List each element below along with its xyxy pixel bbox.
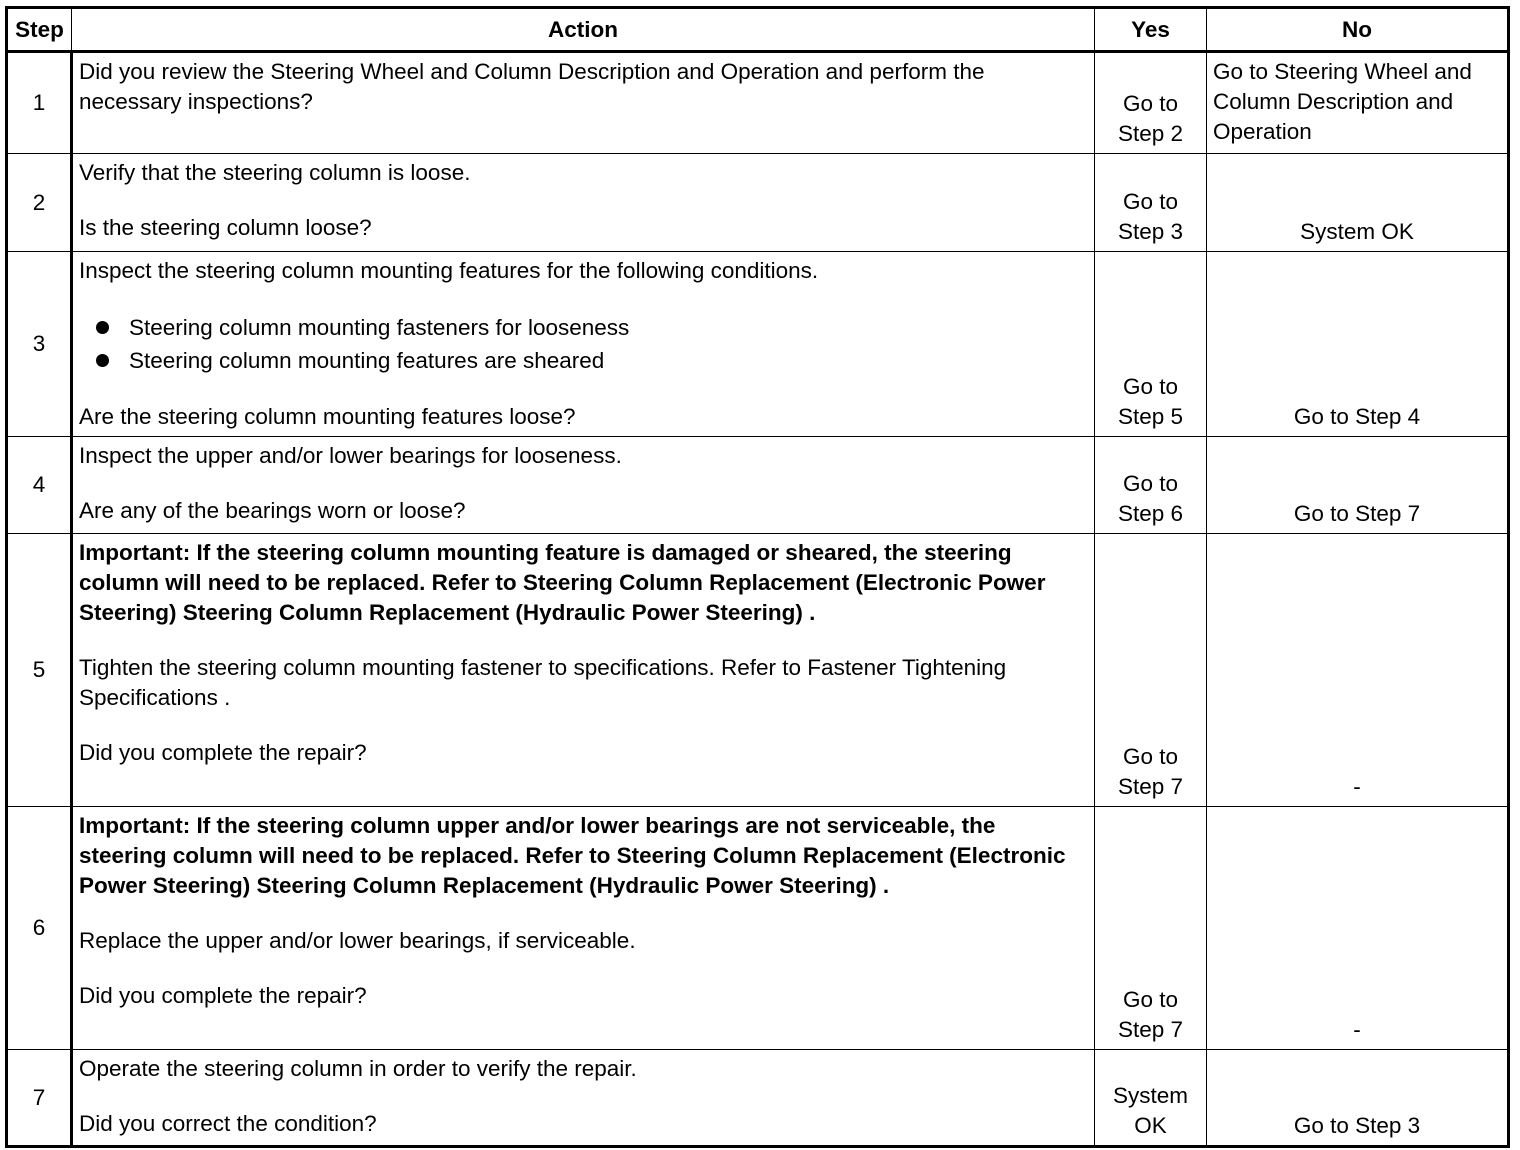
yes-text-line2: Step 2: [1117, 121, 1184, 146]
header-yes: Yes: [1095, 8, 1207, 52]
bullet-icon: [96, 354, 109, 367]
no-cell: System OK: [1207, 154, 1509, 252]
no-cell: -: [1207, 807, 1509, 1050]
table-row-step-2: [7, 154, 1509, 252]
table-row-step-1: [7, 52, 1509, 154]
action-question: Did you complete the repair?: [79, 983, 367, 1008]
yes-cell: [1095, 807, 1207, 1050]
action-cell: [72, 154, 1095, 252]
yes-cell: [1095, 1050, 1207, 1147]
diagnostic-table: [5, 6, 1510, 1148]
list-item: [79, 344, 1086, 377]
no-cell: -: [1207, 534, 1509, 807]
action-question: Is the steering column loose?: [79, 215, 372, 240]
yes-cell: [1095, 534, 1207, 807]
yes-text-line2: Step 5: [1117, 404, 1184, 429]
action-question: Are the steering column mounting features loose?: [79, 404, 576, 429]
condition-list: [79, 311, 1086, 377]
list-item: [79, 311, 1086, 344]
step-number: 4: [7, 437, 72, 534]
yes-text-line2: Step 7: [1117, 774, 1184, 799]
yes-text-line2: Step 3: [1117, 219, 1184, 244]
table-row-step-4: [7, 437, 1509, 534]
action-text: Inspect the steering column mounting features for the following conditions.: [79, 258, 819, 283]
yes-text-line1: Go to: [1122, 374, 1179, 399]
action-text: Verify that the steering column is loose.: [79, 160, 471, 185]
action-cell: [72, 437, 1095, 534]
yes-cell: [1095, 437, 1207, 534]
header-no: No: [1207, 8, 1509, 52]
header-row: [7, 8, 1509, 52]
action-cell: [72, 52, 1095, 154]
yes-text-line1: Go to: [1122, 744, 1179, 769]
action-cell: [72, 252, 1095, 437]
yes-text-line1: Go to: [1122, 471, 1179, 496]
step-number: 1: [7, 52, 72, 154]
yes-cell: [1095, 252, 1207, 437]
yes-cell: [1095, 154, 1207, 252]
table-row-step-5: [7, 534, 1509, 807]
action-cell: [72, 1050, 1095, 1147]
table-row-step-6: [7, 807, 1509, 1050]
important-note: Important: If the steering column upper and/or lower bearings are not serviceable, the steering column will need to be replaced. Refer to Steering Column Replacement (Electronic Power Steering) Steering Column Replacement (Hydraulic Power Steering) .: [79, 813, 1066, 898]
action-cell: [72, 534, 1095, 807]
yes-text-line2: Step 7: [1117, 1017, 1184, 1042]
step-number: 2: [7, 154, 72, 252]
yes-text-line2: Step 6: [1117, 501, 1184, 526]
yes-text-line1: Go to: [1122, 189, 1179, 214]
yes-text-line2: OK: [1134, 1113, 1167, 1138]
action-text: Inspect the upper and/or lower bearings for looseness.: [79, 443, 622, 468]
table-row-step-3: [7, 252, 1509, 437]
action-question: Did you correct the condition?: [79, 1111, 377, 1136]
important-note: Important: If the steering column mounting feature is damaged or sheared, the steering column will need to be replaced. Refer to Steering Column Replacement (Electronic Power Steering) Steering Column Replacement (Hydraulic Power Steering) .: [79, 540, 1046, 625]
no-cell: Go to Step 4: [1207, 252, 1509, 437]
no-cell: Go to Steering Wheel and Column Description and Operation: [1207, 52, 1509, 154]
list-item-text: Steering column mounting fasteners for looseness: [129, 315, 630, 340]
action-text: Tighten the steering column mounting fastener to specifications. Refer to Fastener Tightening Specifications .: [79, 655, 1007, 710]
yes-text-line1: Go to: [1122, 987, 1179, 1012]
step-number: 5: [7, 534, 72, 807]
yes-text-line1: System: [1112, 1083, 1188, 1108]
action-text: Did you review the Steering Wheel and Column Description and Operation and perform the necessary inspections?: [79, 59, 985, 114]
yes-text-line1: Go to: [1122, 91, 1179, 116]
header-step: Step: [7, 8, 72, 52]
yes-cell: [1095, 52, 1207, 154]
header-action: Action: [72, 8, 1095, 52]
no-cell: Go to Step 7: [1207, 437, 1509, 534]
step-number: 7: [7, 1050, 72, 1147]
action-text: Replace the upper and/or lower bearings, if serviceable.: [79, 928, 636, 953]
step-number: 3: [7, 252, 72, 437]
action-question: Are any of the bearings worn or loose?: [79, 498, 466, 523]
step-number: 6: [7, 807, 72, 1050]
list-item-text: Steering column mounting features are sheared: [129, 348, 605, 373]
table-row-step-7: [7, 1050, 1509, 1147]
action-cell: [72, 807, 1095, 1050]
action-question: Did you complete the repair?: [79, 740, 367, 765]
action-text: Operate the steering column in order to verify the repair.: [79, 1056, 637, 1081]
no-cell: Go to Step 3: [1207, 1050, 1509, 1147]
bullet-icon: [96, 321, 109, 334]
